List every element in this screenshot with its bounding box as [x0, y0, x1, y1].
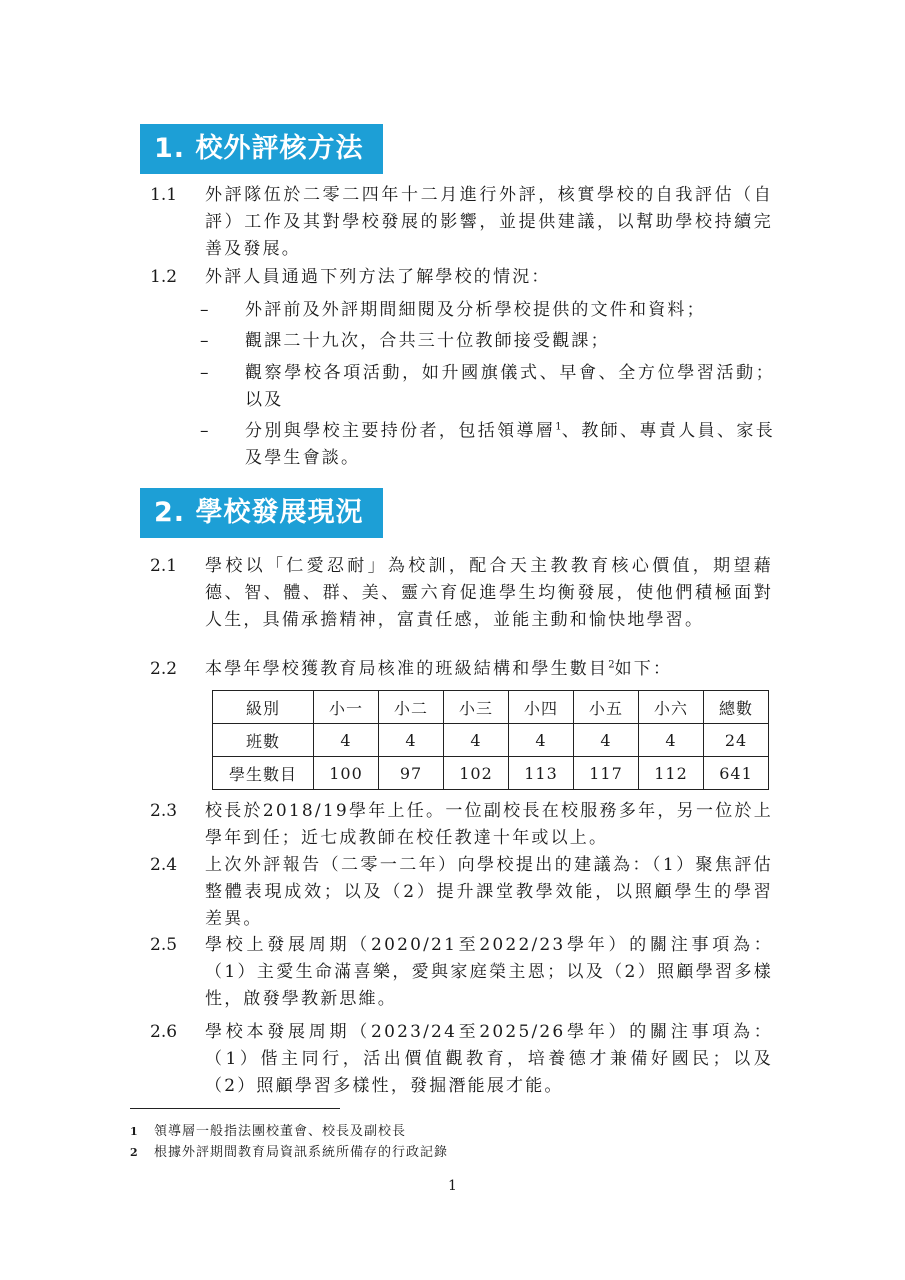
- bullet-dash: –: [200, 421, 209, 441]
- item-text: 學校以「仁愛忍耐」為校訓，配合天主教教育核心價值，期望藉德、智、體、群、美、靈六育促進學生均衡發展，使他們積極面對人生，具備承擔精神，富責任感，並能主動和愉快地學習。: [205, 556, 773, 630]
- bullet-text-part: 分別與學校主要持份者，包括領導層: [245, 421, 556, 441]
- section-heading-1: 1. 校外評核方法: [140, 124, 383, 174]
- table-header-cell: 小五: [574, 691, 639, 724]
- item-text: 外評人員通過下列方法了解學校的情況：: [205, 267, 551, 287]
- table-cell: 4: [639, 724, 704, 757]
- table-header-row: [213, 691, 769, 724]
- item-text: [205, 656, 773, 683]
- footnote-text: 領導層一般指法團校董會、校長及副校長: [154, 1124, 407, 1139]
- item-number: 2.5: [150, 935, 178, 955]
- table-cell: 100: [314, 757, 379, 790]
- item-number: 2.6: [150, 1022, 178, 1042]
- bullet-text: 觀課二十九次，合共三十位教師接受觀課；: [245, 331, 610, 351]
- item-text: 學校上發展周期（2020/21至2022/23學年）的關注事項為：（1）主愛生命滿喜樂，愛與家庭榮主恩；以及（2）照顧學習多樣性，啟發學教新思維。: [205, 935, 773, 1009]
- bullet-text: [245, 418, 775, 472]
- footnote: [130, 1143, 448, 1163]
- item-text: 學校本發展周期（2023/24至2025/26學年）的關注事項為：（1）偕主同行，活出價值觀教育，培養德才兼備好國民；以及（2）照顧學習多樣性，發掘潛能展才能。: [205, 1022, 773, 1096]
- item-number: 2.3: [150, 801, 178, 821]
- table-header-cell: 小四: [509, 691, 574, 724]
- bullet-dash: –: [200, 300, 209, 320]
- bullet-text: 外評前及外評期間細閱及分析學校提供的文件和資料；: [245, 300, 706, 320]
- item-text: 外評隊伍於二零二四年十二月進行外評，核實學校的自我評估（自評）工作及其對學校發展的影響，並提供建議，以幫助學校持續完善及發展。: [205, 185, 773, 259]
- item-text-part: 本學年學校獲教育局核准的班級結構和學生數目: [205, 659, 609, 679]
- table-header-cell: 小三: [444, 691, 509, 724]
- footnote-divider: [130, 1108, 340, 1109]
- table-header-cell: 級別: [213, 691, 314, 724]
- page-number: 1: [448, 1178, 457, 1194]
- footnote: [130, 1122, 406, 1142]
- item-text: 上次外評報告（二零一二年）向學校提出的建議為：（1）聚焦評估整體表現成效；以及（2）提升課堂教學效能，以照顧學生的學習差異。: [205, 855, 773, 929]
- footnote-number: 2: [130, 1146, 139, 1159]
- table-cell: 117: [574, 757, 639, 790]
- bullet-text-part: 、教師、專責人員、家長及學生會談。: [245, 421, 775, 468]
- table-cell: 4: [444, 724, 509, 757]
- table-cell: 學生數目: [213, 757, 314, 790]
- table-cell: 24: [704, 724, 769, 757]
- table-cell: 4: [509, 724, 574, 757]
- table-cell: 97: [379, 757, 444, 790]
- class-structure-table: [212, 690, 769, 790]
- footnote-text: 根據外評期間教育局資訊系統所備存的行政記錄: [154, 1145, 449, 1160]
- item-number: 2.2: [150, 659, 178, 679]
- table-cell: 112: [639, 757, 704, 790]
- bullet-dash: –: [200, 363, 209, 383]
- table-cell: 4: [574, 724, 639, 757]
- table-header-cell: 小一: [314, 691, 379, 724]
- footnote-ref: 1: [555, 421, 562, 433]
- table-cell: 641: [704, 757, 769, 790]
- item-number: 2.4: [150, 855, 178, 875]
- item-text: 校長於2018/19學年上任。一位副校長在校服務多年，另一位於上學年到任；近七成教師在校任教達十年或以上。: [205, 801, 773, 848]
- item-number: 2.1: [150, 556, 178, 576]
- table-header-cell: 小六: [639, 691, 704, 724]
- section-heading-2: 2. 學校發展現況: [140, 488, 383, 538]
- table-cell: 4: [379, 724, 444, 757]
- item-number: 1.2: [150, 267, 178, 287]
- bullet-text: 觀察學校各項活動，如升國旗儀式、早會、全方位學習活動；以及: [245, 363, 775, 410]
- footnote-number: 1: [130, 1125, 139, 1138]
- table-cell: 102: [444, 757, 509, 790]
- table-row: [213, 724, 769, 757]
- table-cell: 班數: [213, 724, 314, 757]
- footnote-ref: 2: [608, 659, 615, 671]
- table-header-cell: 小二: [379, 691, 444, 724]
- item-number: 1.1: [150, 185, 178, 205]
- table-cell: 113: [509, 757, 574, 790]
- table-cell: 4: [314, 724, 379, 757]
- table-row: [213, 757, 769, 790]
- item-text-part: 如下：: [614, 659, 673, 679]
- bullet-dash: –: [200, 331, 209, 351]
- table-header-cell: 總數: [704, 691, 769, 724]
